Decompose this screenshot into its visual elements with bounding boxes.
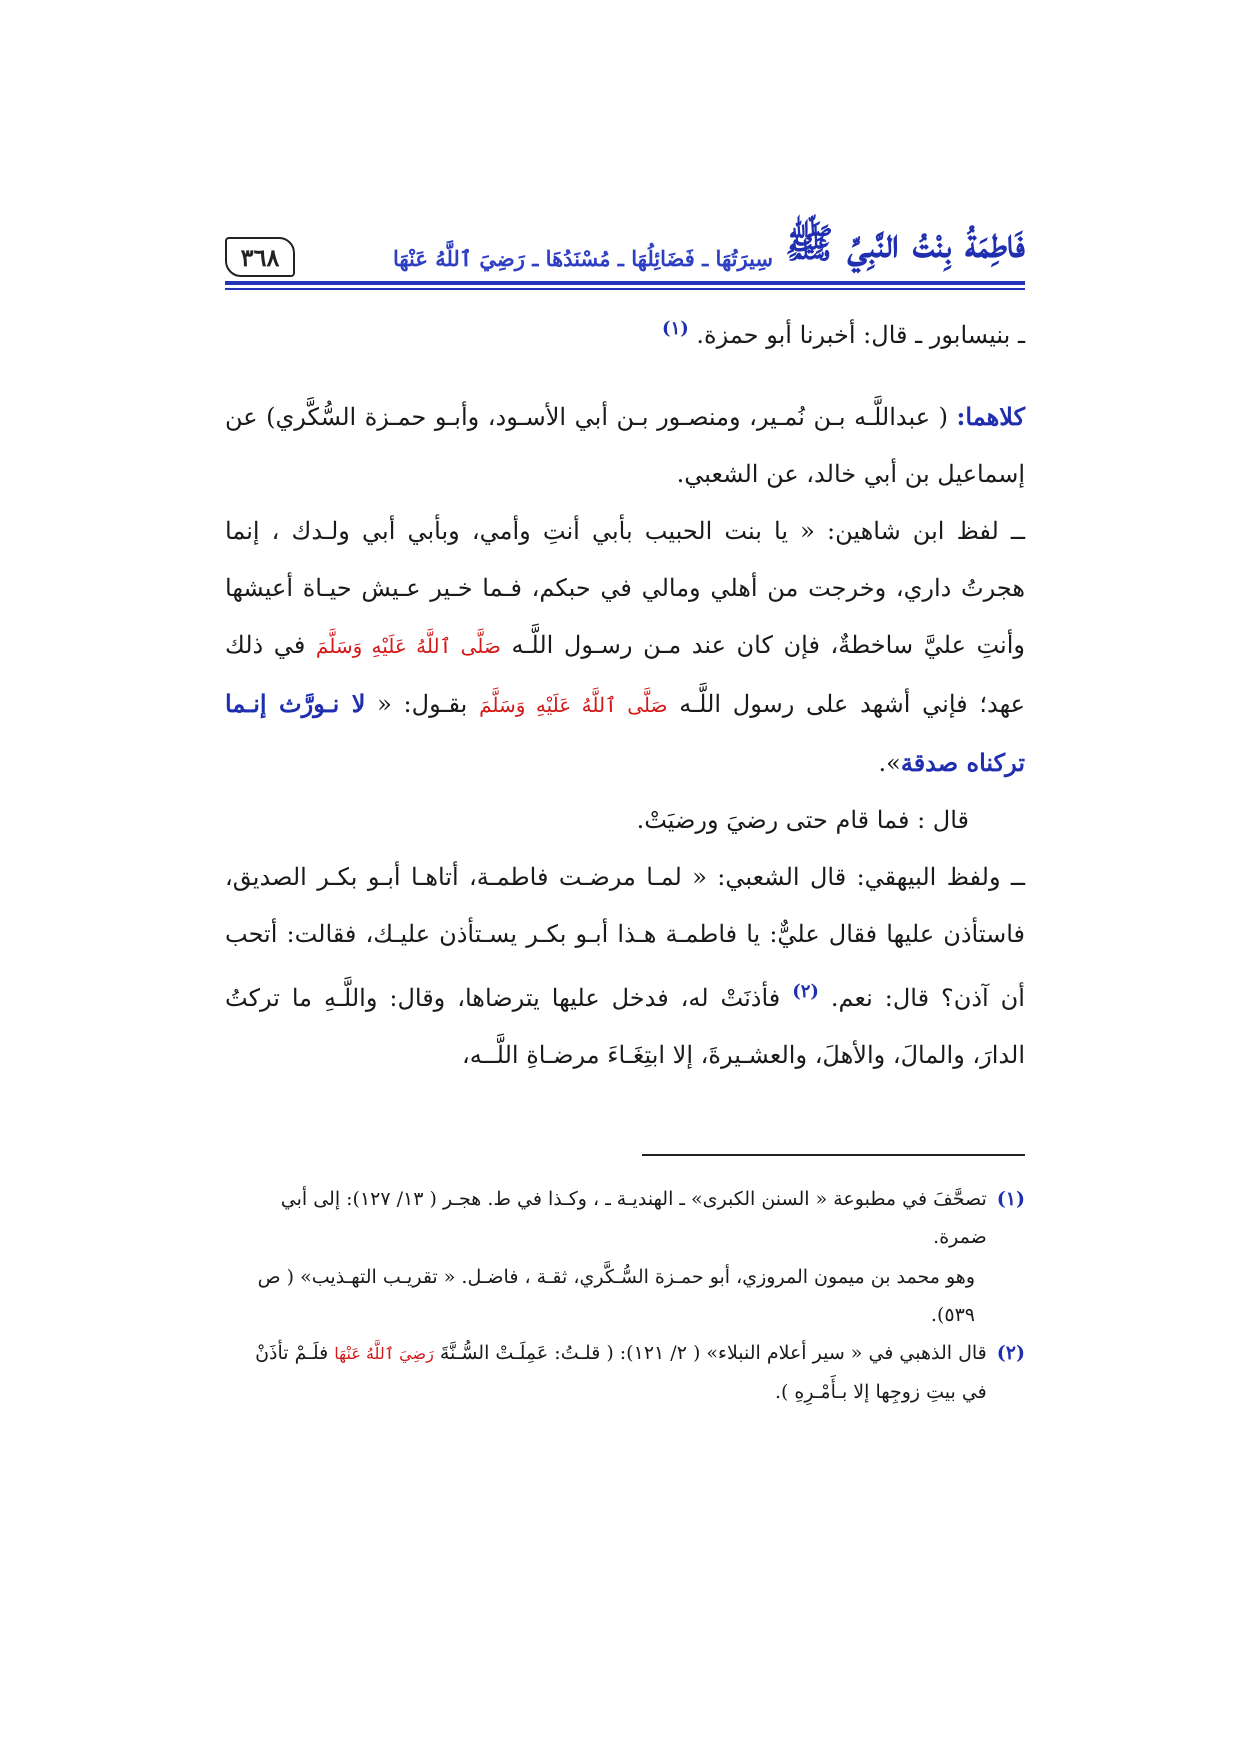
paragraph-ibn-shahin: ــ لفظ ابن شاهين: « يا بنت الحبيب بأبي أنتِ وأمي، وبأبي أبي ولـدك ، إنما هجرتُ داري، وخرجت من أهلي ومالي في حبكم، فـما خـير عـيش حيـاة أعيشها وأنتِ عليَّ ساخطةٌ، فإن كان عند مـن رسـول اللَّـه صَلَّى ٱللَّهُ عَلَيْهِ وَسَلَّمَ في ذلك عهد؛ فإني أشهد على رسول اللَّـه صَلَّى ٱللَّهُ عَلَيْهِ وَسَلَّمَ بقـول: « لا نـورَّث إنـما تركناه صدقة». bbox=[225, 517, 1025, 777]
salutation-glyph: صَلَّى ٱللَّهُ عَلَيْهِ وَسَلَّمَ bbox=[479, 693, 668, 717]
salutation-glyph: صَلَّى ٱللَّهُ عَلَيْهِ وَسَلَّمَ bbox=[315, 634, 501, 658]
footnote-text: تصحَّفَ في مطبوعة « السنن الكبرى» ـ الهنديـة ـ ، وكـذا في ط. هجـر ( ١٣/ ١٢٧): إلى أبي ضمرة. bbox=[280, 1188, 987, 1248]
footnote-ref-2[interactable]: (٢) bbox=[792, 981, 819, 1002]
footnotes bbox=[225, 1180, 1025, 1413]
footnote-number: (٢) bbox=[996, 1342, 1025, 1364]
page-header bbox=[225, 193, 1025, 288]
footnote-1-continuation: وهو محمد بن ميمون المروزي، أبو حمـزة السُّـكَّري، ثقـة ، فاضـل. « تقريـب التهـذيب» ( ص ٥٣٩). bbox=[257, 1266, 975, 1326]
footnote-separator bbox=[642, 1154, 1025, 1156]
main-text bbox=[225, 300, 1025, 1084]
header-rule bbox=[225, 281, 1025, 285]
paragraph-said: قال : فما قام حتى رضيَ ورضيَتْ. bbox=[636, 806, 969, 834]
footnote-number: (١) bbox=[996, 1188, 1025, 1210]
salutation-glyph: رَضِيَ ٱللَّهُ عَنْهَا bbox=[334, 1344, 434, 1363]
footnote-ref-1[interactable]: (١) bbox=[662, 318, 689, 339]
footnote-2 bbox=[225, 1334, 1025, 1411]
header-rule-thin bbox=[225, 288, 1025, 290]
paragraph-chain: كلاهما: ( عبداللَّـه بـن نُمـير، ومنصـور بـن أبي الأسـود، وأبـو حمـزة السُّكَّري) عن إسماعيل بن أبي خالد، عن الشعبي. bbox=[225, 402, 1025, 488]
opening-line: ـ بنيسابور ـ قال: أخبرنا أبو حمزة. $^{(١)}$ bbox=[662, 318, 1025, 349]
chain-label: كلاهما: bbox=[956, 402, 1025, 431]
book-title bbox=[375, 193, 1025, 281]
paragraph-bayhaqi: ــ ولفظ البيهقي: قال الشعبي: « لمـا مرضـت فاطمـة، أتاهـا أبـو بكـر الصديق، فاستأذن عليها فقال عليٌّ: يا فاطمـة هـذا أبـو بكـر يسـتأذن عليـك، فقالت: أتحب أن آذن؟ قال: نعم. $^{(٢)}$ فأذنَتْ له، فدخل عليها يترضاها، وقال: واللَّـهِ ما تركتُ الدارَ، والمالَ، والأهلَ، والعشـيرةَ، إلا ابتِغَـاءَ مرضـاةِ اللَّــه، bbox=[225, 863, 1025, 1069]
footnote-text: قال الذهبي في « سير أعلام النبلاء» ( ٢/ ١٢١): ( قلـتُ: عَمِلَـتْ السُّـنَّةَ رَضِيَ ٱللَّهُ عَنْهَا فلَـمْ تأذَنْ في بيتِ زوجِها إلا بـأَمْـرِهِ ). bbox=[255, 1342, 987, 1403]
book-title-main: فَاطِمَةُ بِنْتُ النَّبِيِّ ﷺ bbox=[785, 220, 1025, 267]
hadith-quote: لا نـورَّث إنـما تركناه صدقة bbox=[225, 689, 1025, 777]
book-title-subtitle: سِيرَتُهَا ـ فَضَائِلُهَا ـ مُسْنَدُهَا ـ رَضِيَ ٱللَّهُ عَنْهَا bbox=[392, 246, 773, 271]
footnote-1 bbox=[225, 1180, 1025, 1256]
page-number: ٣٦٨ bbox=[225, 237, 295, 277]
